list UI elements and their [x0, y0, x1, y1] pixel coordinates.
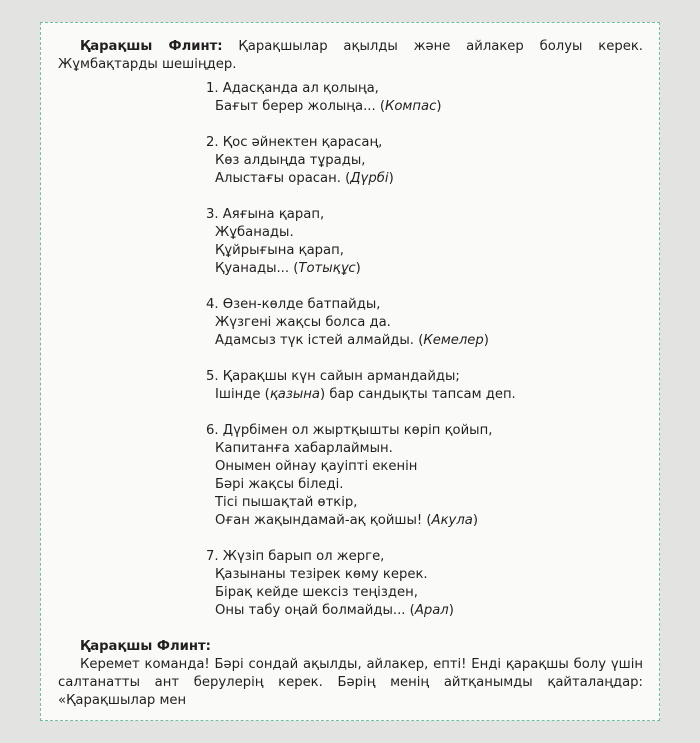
riddle-line: Оған жақындамай-ақ қойшы! (Акула) — [215, 513, 479, 528]
riddle-answer: Дүрбі — [350, 171, 389, 186]
riddle-line: Капитанға хабарлаймын. — [215, 441, 393, 456]
riddle-line: Ішінде (қазына) бар сандықты тапсам деп. — [215, 387, 516, 402]
riddle-answer: Компас — [385, 99, 437, 114]
riddle-line: 4. Өзен-көлде батпайды, — [206, 297, 381, 312]
riddle-answer: Кемелер — [423, 333, 484, 348]
riddle-line: Тісі пышақтай өткір, — [215, 495, 358, 510]
page-content — [58, 38, 643, 710]
riddle-answer: қазына — [269, 387, 320, 402]
riddle-line: Онымен ойнау қауіпті екенін — [215, 459, 418, 474]
riddle-3 — [206, 206, 643, 278]
riddle-line: Бәрі жақсы біледі. — [215, 477, 344, 492]
riddle-line: Алыстағы орасан. (Дүрбі) — [215, 171, 394, 186]
riddle-4 — [206, 296, 643, 350]
riddle-line: Қазынаны тезірек көму керек. — [215, 567, 428, 582]
speaker-label: Қарақшы Флинт: — [80, 39, 223, 54]
riddle-line: 2. Қос әйнектен қарасаң, — [206, 135, 383, 150]
intro-paragraph — [58, 38, 643, 74]
riddle-line: Адамсыз түк істей алмайды. (Кемелер) — [215, 333, 489, 348]
riddles-list — [206, 80, 643, 620]
riddle-line: Қуанады... (Тотықұс) — [215, 261, 361, 276]
riddle-line: 7. Жүзіп барып ол жерге, — [206, 549, 385, 564]
riddle-1 — [206, 80, 643, 116]
outro-speaker-label: Қарақшы Флинт: — [80, 639, 211, 654]
outro-paragraph: Керемет команда! Бәрі сондай ақылды, айлакер, епті! Енді қарақшы болу үшін салтанатты ант берулерің керек. Бәрің менің айтқанымды қайталаңдар: «Қарақшылар мен — [58, 657, 643, 708]
riddle-answer: Акула — [431, 513, 473, 528]
riddle-6 — [206, 422, 643, 530]
riddle-line: Жүзгені жақсы болса да. — [215, 315, 391, 330]
riddle-line: Бірақ кейде шексіз теңізден, — [215, 585, 418, 600]
riddle-line: Жұбанады. — [215, 225, 294, 240]
intro-text: Қарақшылар ақылды және айлакер болуы керек. Жұмбақтарды шешіңдер. — [58, 39, 643, 72]
riddle-line: Оны табу оңай болмайды... (Арал) — [215, 603, 454, 618]
riddle-7 — [206, 548, 643, 620]
riddle-line: 5. Қарақшы күн сайын армандайды; — [206, 369, 460, 384]
riddle-line: Көз алдыңда тұрады, — [215, 153, 366, 168]
riddle-2 — [206, 134, 643, 188]
riddle-answer: Тотықұс — [298, 261, 356, 276]
riddle-line: 3. Аяғына қарап, — [206, 207, 325, 222]
riddle-answer: Арал — [414, 603, 449, 618]
riddle-line: Құйрығына қарап, — [215, 243, 344, 258]
riddle-line: 6. Дүрбімен ол жыртқышты көріп қойып, — [206, 423, 493, 438]
riddle-line: 1. Адасқанда ал қолыңа, — [206, 81, 379, 96]
book-page — [40, 22, 660, 721]
riddle-5 — [206, 368, 643, 404]
riddle-line: Бағыт берер жолыңа... (Компас) — [215, 99, 442, 114]
